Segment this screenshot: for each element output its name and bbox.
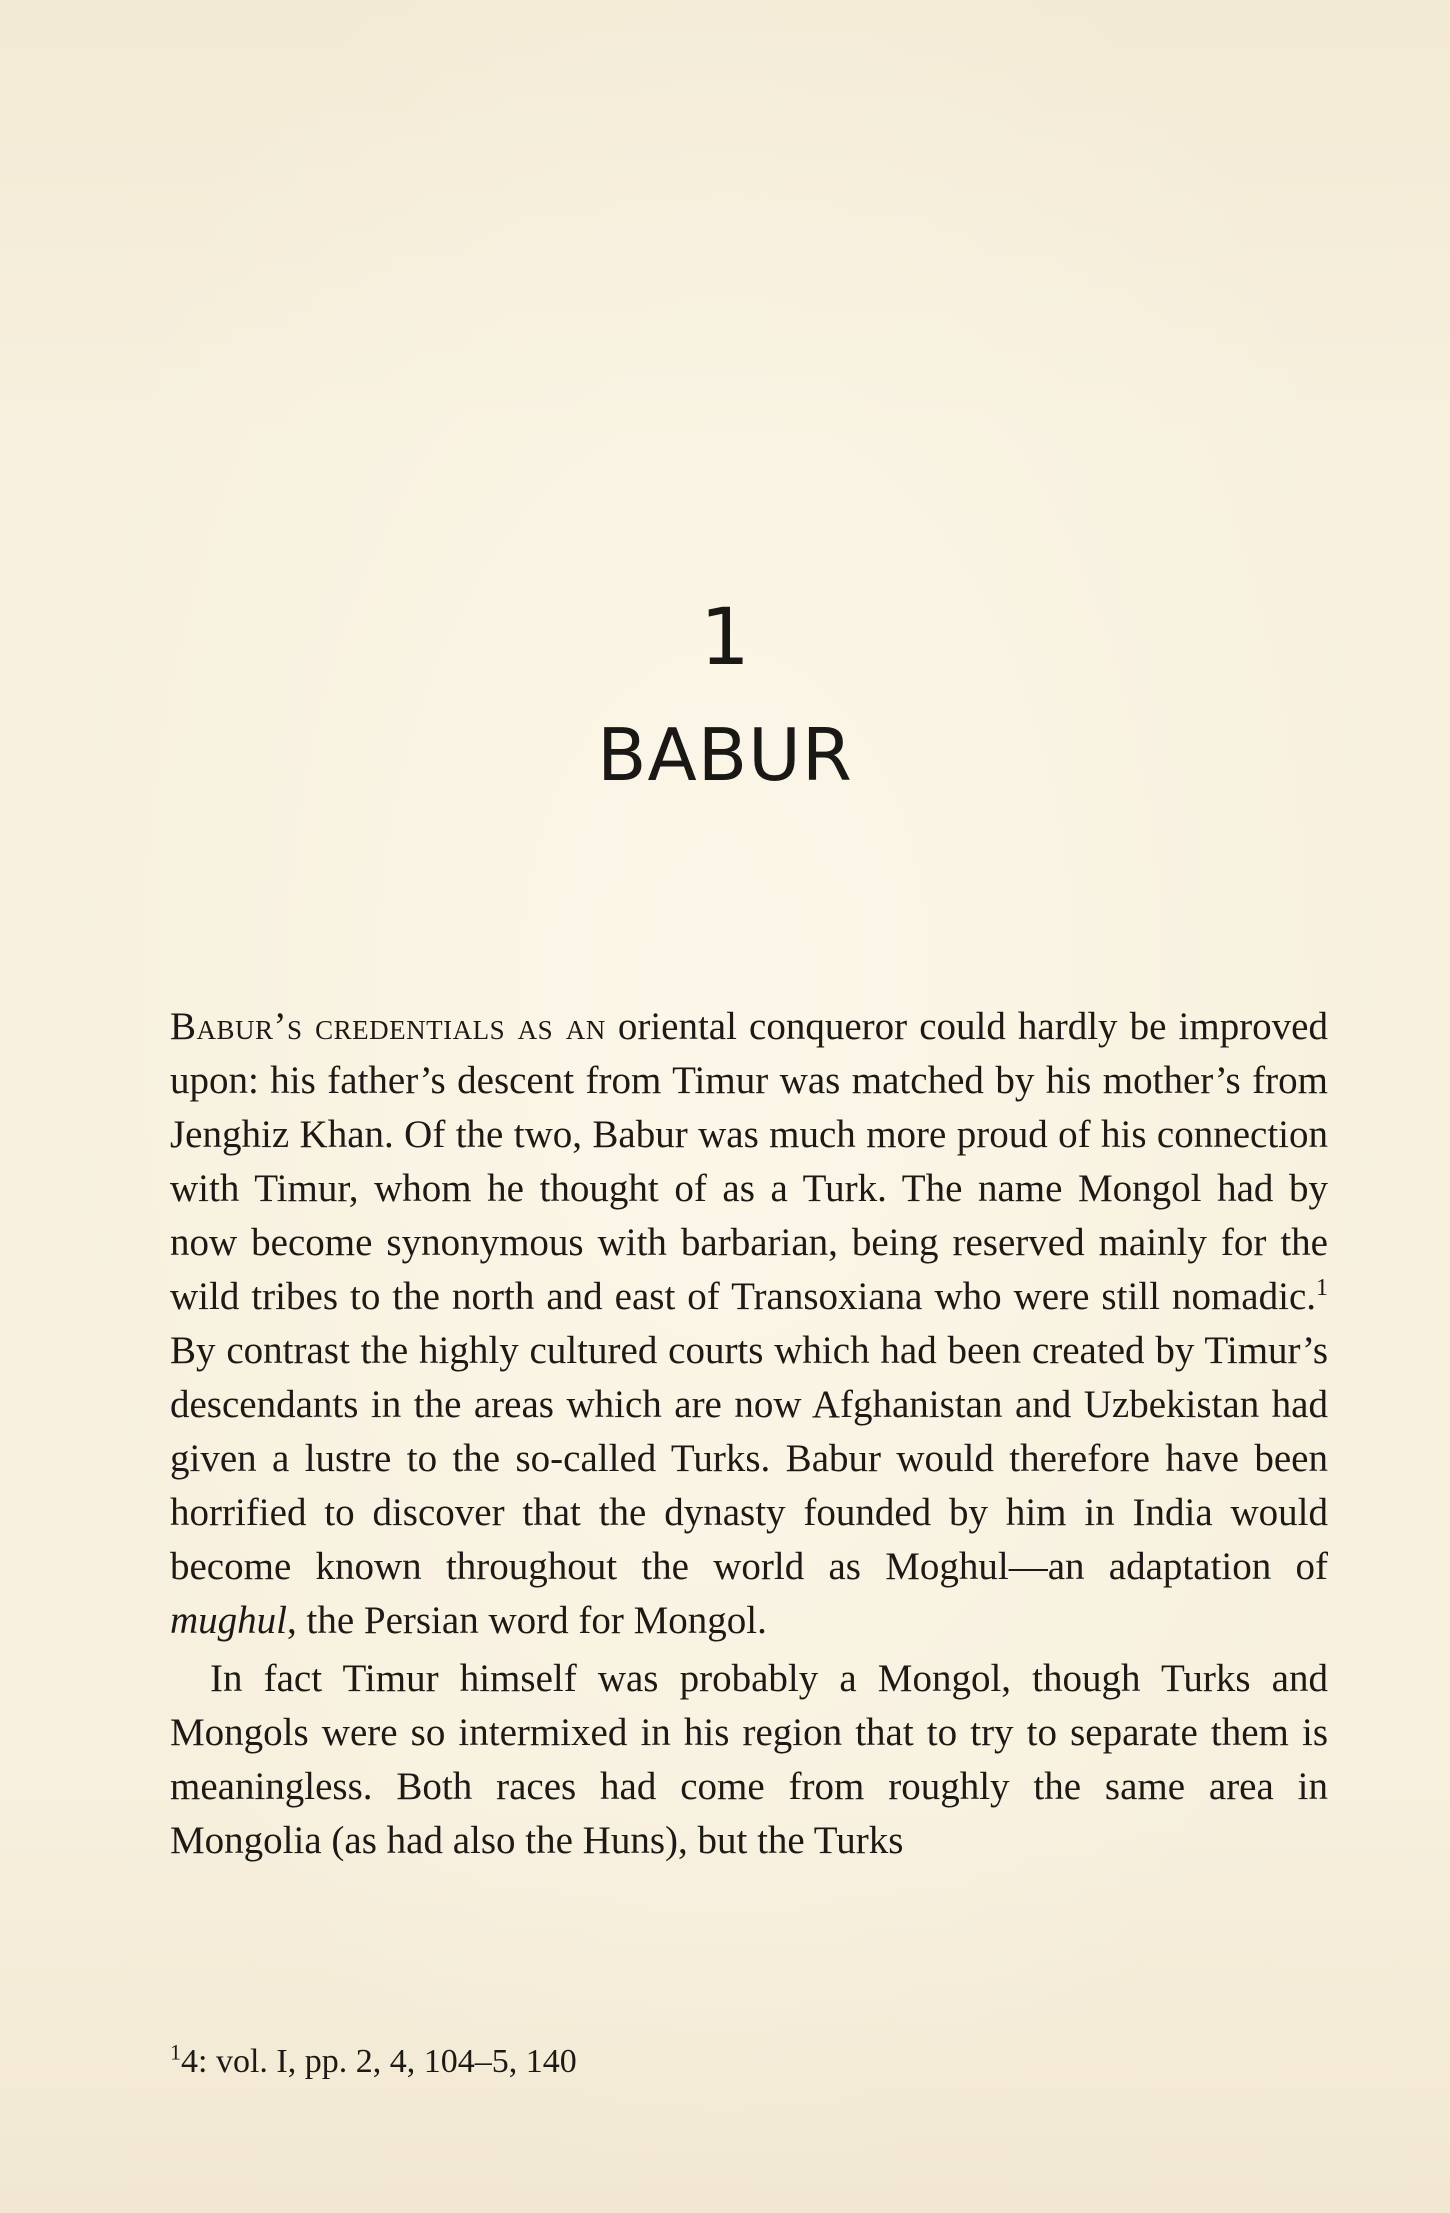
footnote-reference: 1: [1316, 1275, 1328, 1301]
italic-word: mughul: [170, 1599, 287, 1642]
paragraph-1-text-b: By contrast the highly cultured courts which had been created by Timur’s descendants in the areas which are now Afghanistan and Uzbekistan had given a lustre to the so-called Turks. Babur would therefore have been horrified to discover that the dynasty founded by him in India would become known throughout the world as Moghul—an adaptation of: [170, 1329, 1328, 1588]
paragraph-2: In fact Timur himself was probably a Mongol, though Turks and Mongols were so intermixed in his region that to try to separate them is meaningless. Both races had come from roughly the same area in Mongolia (as had also the Huns), but the Turks: [170, 1657, 1328, 1862]
paragraph-1-text-a: oriental conqueror could hardly be improved upon: his father’s descent from Timur was matched by his mother’s from Jenghiz Khan. Of the two, Babur was much more proud of his connection with Timur, whom he thought of as a Turk. The name Mongol had by now become synonymous with barbarian, being reserved mainly for the wild tribes to the north and east of Transoxiana who were still nomadic.: [170, 1005, 1328, 1318]
body-text: [170, 1000, 1328, 1868]
paragraph-1: [170, 1000, 1328, 1648]
footnote-text: 4: vol. I, pp. 2, 4, 104–5, 140: [181, 2043, 577, 2080]
footnote: [170, 2040, 577, 2084]
footnote-mark: 1: [170, 2039, 181, 2065]
paragraph-1-text-c: , the Persian word for Mongol.: [287, 1599, 767, 1642]
opening-small-caps: Babur’s credentials as an: [170, 1005, 606, 1048]
chapter-title: BABUR: [597, 713, 853, 797]
chapter-number: 1: [700, 593, 750, 683]
